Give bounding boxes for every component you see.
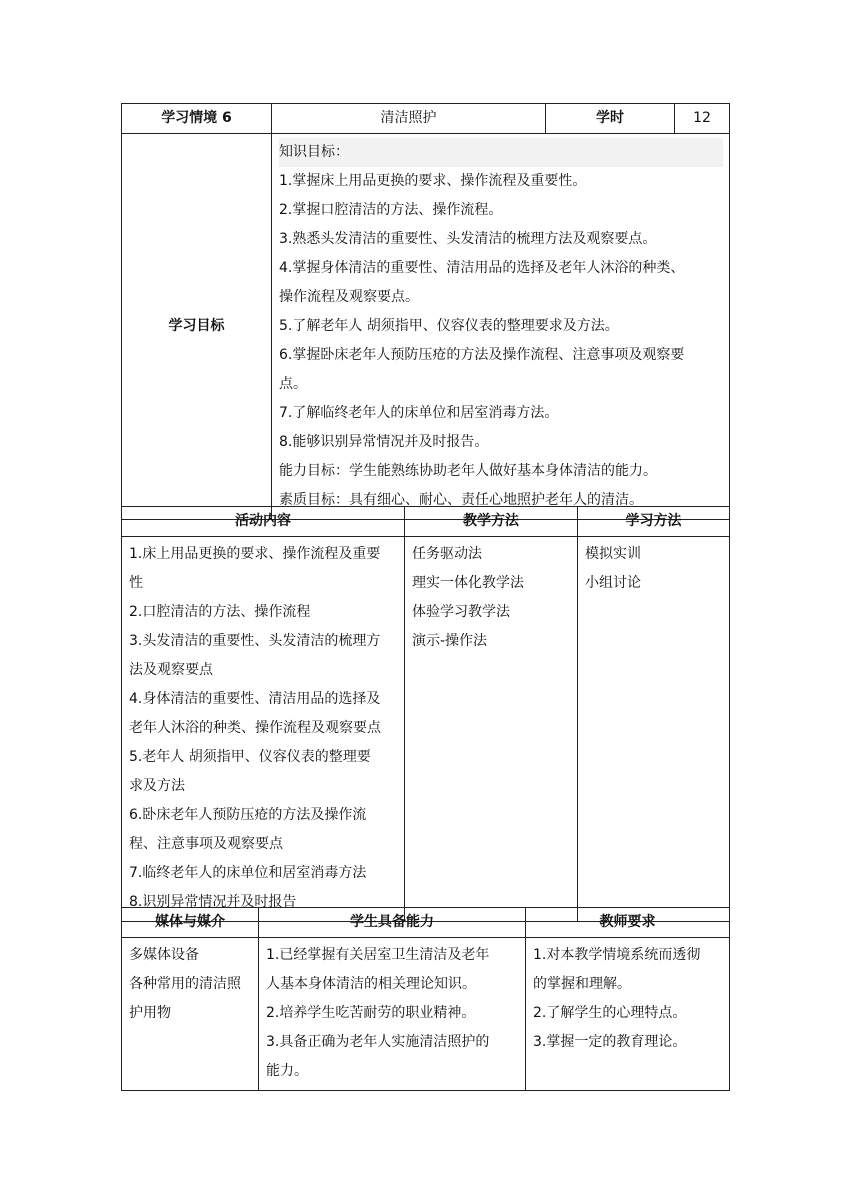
activity-line: 6.卧床老年人预防压疮的方法及操作流	[129, 807, 367, 823]
activity-line: 性	[129, 575, 143, 591]
situation-table	[121, 103, 730, 520]
objective-line: 2.掌握口腔清洁的方法、操作流程。	[279, 202, 503, 218]
activity-line: 5.老年人 胡须指甲、仪容仪表的整理要	[129, 749, 371, 765]
requirement-line: 3.掌握一定的教育理论。	[533, 1034, 687, 1050]
activities-table	[121, 506, 730, 922]
learning-methods-list	[578, 537, 730, 922]
situation-label: 学习情境 6	[122, 104, 272, 134]
ability-line: 2.培养学生吃苦耐劳的职业精神。	[266, 1005, 476, 1021]
objective-line: 3.熟悉头发清洁的重要性、头发清洁的梳理方法及观察要点。	[279, 231, 657, 247]
media-line: 多媒体设备	[129, 947, 199, 963]
teacher-requirements-list	[526, 938, 730, 1091]
media-line: 护用物	[129, 1005, 171, 1021]
ability-line: 3.具备正确为老年人实施清洁照护的	[266, 1034, 490, 1050]
requirements-table	[121, 907, 730, 1091]
objective-line: 点。	[279, 376, 307, 392]
objective-line: 6.掌握卧床老年人预防压疮的方法及操作流程、注意事项及观察要	[279, 347, 685, 363]
objectives-content	[272, 134, 730, 520]
teaching-method: 演示-操作法	[412, 633, 488, 649]
activities-header: 活动内容	[122, 507, 405, 537]
learning-method: 模拟实训	[585, 546, 641, 562]
teaching-method: 理实一体化教学法	[412, 575, 524, 591]
objective-line: 1.掌握床上用品更换的要求、操作流程及重要性。	[279, 173, 587, 189]
teaching-methods-list	[405, 537, 578, 922]
ability-line: 人基本身体清洁的相关理论知识。	[266, 976, 476, 992]
hours-value: 12	[675, 104, 730, 134]
objective-line: 4.掌握身体清洁的重要性、清洁用品的选择及老年人沐浴的种类、	[279, 260, 685, 276]
learning-methods-header: 学习方法	[578, 507, 730, 537]
objectives-label: 学习目标	[122, 134, 272, 520]
objective-line: 8.能够识别异常情况并及时报告。	[279, 434, 489, 450]
activities-list	[122, 537, 405, 922]
media-list	[122, 938, 259, 1091]
student-abilities-list	[259, 938, 526, 1091]
objective-line: 操作流程及观察要点。	[279, 289, 419, 305]
ability-line: 能力。	[266, 1063, 308, 1079]
ability-line: 1.已经掌握有关居室卫生清洁及老年	[266, 947, 490, 963]
objective-line: 7.了解临终老年人的床单位和居室消毒方法。	[279, 405, 559, 421]
learning-method: 小组讨论	[585, 575, 641, 591]
teaching-method: 体验学习教学法	[412, 604, 510, 620]
activity-line: 2.口腔清洁的方法、操作流程	[129, 604, 311, 620]
requirement-line: 2.了解学生的心理特点。	[533, 1005, 687, 1021]
activity-line: 法及观察要点	[129, 662, 213, 678]
activity-line: 3.头发清洁的重要性、头发清洁的梳理方	[129, 633, 381, 649]
media-line: 各种常用的清洁照	[129, 976, 241, 992]
teacher-requirements-header: 教师要求	[526, 908, 730, 938]
quality-objective: 素质目标：具有细心、耐心、责任心地照护老年人的清洁。	[279, 492, 643, 508]
activity-line: 1.床上用品更换的要求、操作流程及重要	[129, 546, 381, 562]
activity-line: 程、注意事项及观察要点	[129, 836, 283, 852]
activity-line: 老年人沐浴的种类、操作流程及观察要点	[129, 720, 381, 736]
student-abilities-header: 学生具备能力	[259, 908, 526, 938]
objective-line: 5.了解老年人 胡须指甲、仪容仪表的整理要求及方法。	[279, 318, 619, 334]
knowledge-heading: 知识目标：	[279, 138, 723, 167]
activity-line: 求及方法	[129, 778, 185, 794]
media-header: 媒体与媒介	[122, 908, 259, 938]
situation-title: 清洁照护	[272, 104, 546, 134]
hours-label: 学时	[546, 104, 675, 134]
ability-objective: 能力目标：学生能熟练协助老年人做好基本身体清洁的能力。	[279, 463, 657, 479]
activity-line: 4.身体清洁的重要性、清洁用品的选择及	[129, 691, 381, 707]
teaching-method: 任务驱动法	[412, 546, 482, 562]
teaching-methods-header: 教学方法	[405, 507, 578, 537]
activity-line: 7.临终老年人的床单位和居室消毒方法	[129, 865, 367, 881]
requirement-line: 1.对本教学情境系统而透彻	[533, 947, 701, 963]
requirement-line: 的掌握和理解。	[533, 976, 631, 992]
activity-line: 8.识别异常情况并及时报告	[129, 894, 297, 910]
